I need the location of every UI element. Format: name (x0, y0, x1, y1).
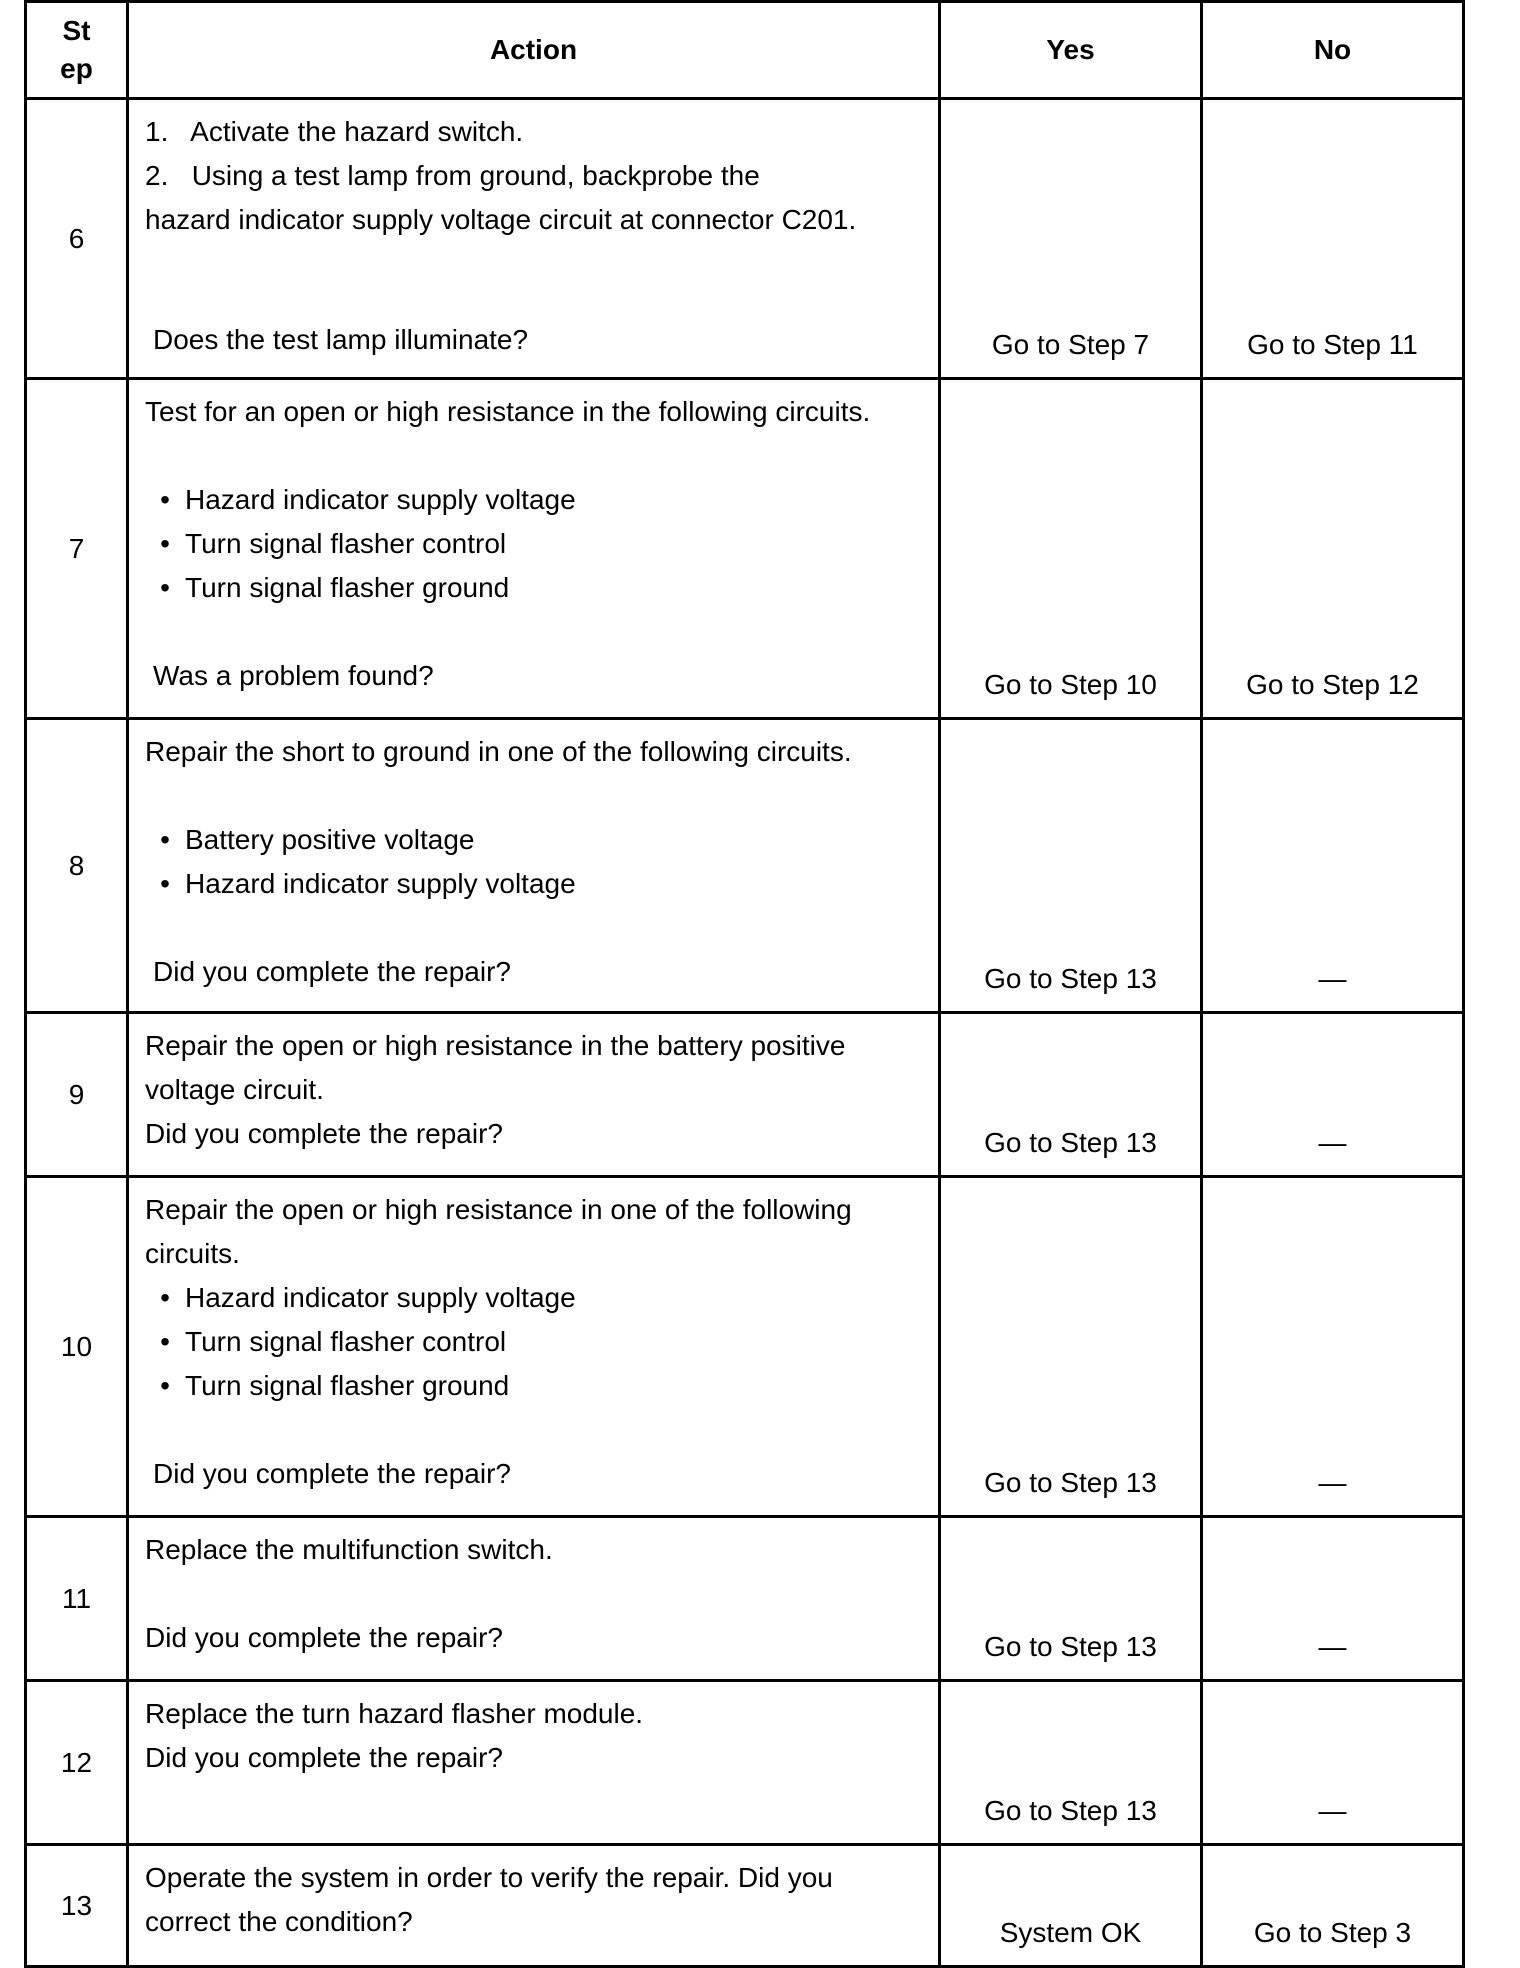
bullet-icon: • (160, 484, 170, 515)
yes-result: Go to Step 10 (984, 669, 1157, 700)
action-cell (128, 1681, 940, 1845)
step-number: 8 (26, 719, 128, 1013)
step-number: 13 (26, 1845, 128, 1967)
step-number: 11 (26, 1517, 128, 1681)
action-intro: Test for an open or high resistance in the following circuits. (145, 396, 871, 427)
bullet-item: • Turn signal flasher ground (145, 1364, 922, 1408)
yes-result: Go to Step 13 (984, 1467, 1157, 1498)
no-result: — (1318, 1467, 1347, 1498)
bullet-item: • Hazard indicator supply voltage (145, 1276, 922, 1320)
action-cell (128, 1177, 940, 1517)
yes-result: Go to Step 13 (984, 1631, 1157, 1662)
no-result: — (1318, 1127, 1347, 1158)
header-no: No (1202, 2, 1464, 99)
yes-cell (940, 1517, 1202, 1681)
yes-cell (940, 1681, 1202, 1845)
action-intro: Replace the multifunction switch. (145, 1534, 553, 1565)
header-step-combined (0, 0, 1, 1)
action-line: voltage circuit. (145, 1074, 324, 1105)
bullet-item: • Battery positive voltage (145, 818, 922, 862)
table-row-step-12 (26, 1681, 1464, 1845)
bullet-icon: • (160, 572, 170, 603)
yes-cell (940, 1177, 1202, 1517)
step-number: 6 (26, 99, 128, 379)
bullet-item: • Hazard indicator supply voltage (145, 478, 922, 522)
table-row-step-10 (26, 1177, 1464, 1517)
no-result: Go to Step 11 (1247, 329, 1418, 360)
step-number: 10 (26, 1177, 128, 1517)
no-cell (1202, 379, 1464, 719)
action-cell (128, 719, 940, 1013)
yes-result: Go to Step 13 (984, 963, 1157, 994)
no-result: — (1318, 963, 1347, 994)
table-row-step-7 (26, 379, 1464, 719)
bullet-icon: • (160, 1326, 170, 1357)
no-cell (1202, 1681, 1464, 1845)
bullet-item: • Turn signal flasher control (145, 1320, 922, 1364)
action-line: circuits. (145, 1238, 240, 1269)
step-number: 9 (26, 1013, 128, 1177)
bullet-icon: • (160, 1282, 170, 1313)
action-cell (128, 99, 940, 379)
no-cell (1202, 1845, 1464, 1967)
bullet-item: • Hazard indicator supply voltage (145, 862, 922, 906)
table-row-step-9 (26, 1013, 1464, 1177)
action-cell (128, 1517, 940, 1681)
yes-cell (940, 1845, 1202, 1967)
header-action: Action (128, 2, 940, 99)
yes-result: Go to Step 13 (984, 1127, 1157, 1158)
no-cell (1202, 1177, 1464, 1517)
action-question: Did you complete the repair? (153, 1458, 511, 1489)
header-step-line1: St (62, 15, 91, 46)
no-result: Go to Step 12 (1246, 669, 1419, 700)
action-cell (128, 379, 940, 719)
action-question: Did you complete the repair? (145, 1622, 503, 1653)
bullet-icon: • (160, 1370, 170, 1401)
action-cell (128, 1845, 940, 1967)
action-line: Did you complete the repair? (145, 1118, 503, 1149)
no-cell (1202, 99, 1464, 379)
no-result: Go to Step 3 (1253, 1917, 1412, 1948)
no-cell (1202, 1013, 1464, 1177)
yes-result: Go to Step 13 (984, 1795, 1157, 1826)
action-line: 2. Using a test lamp from ground, backprobe the (145, 160, 760, 191)
bullet-item: • Turn signal flasher ground (145, 566, 922, 610)
action-question: Did you complete the repair? (153, 956, 511, 987)
action-line: Repair the open or high resistance in the battery positive (145, 1030, 846, 1061)
action-cell (128, 1013, 940, 1177)
action-question: Was a problem found? (153, 660, 434, 691)
table-row-step-11 (26, 1517, 1464, 1681)
no-result: — (1318, 1795, 1347, 1826)
table-row-step-8 (26, 719, 1464, 1013)
action-line: Did you complete the repair? (145, 1742, 503, 1773)
bullet-icon: • (160, 824, 170, 855)
header-row (26, 2, 1464, 99)
table-row-step-6 (26, 99, 1464, 379)
step-number: 7 (26, 379, 128, 719)
action-line: Replace the turn hazard flasher module. (145, 1698, 644, 1729)
no-cell (1202, 719, 1464, 1013)
action-line: 1. Activate the hazard switch. (145, 116, 524, 147)
step-number: 12 (26, 1681, 128, 1845)
action-line: correct the condition? (145, 1906, 413, 1937)
yes-cell (940, 379, 1202, 719)
yes-cell (940, 99, 1202, 379)
header-step-line2: ep (60, 53, 93, 84)
action-line: Operate the system in order to verify the repair. Did you (145, 1862, 833, 1893)
no-result: — (1318, 1631, 1347, 1662)
header-yes: Yes (940, 2, 1202, 99)
action-line: hazard indicator supply voltage circuit at connector C201. (145, 204, 857, 235)
bullet-icon: • (160, 528, 170, 559)
bullet-icon: • (160, 868, 170, 899)
header-step (26, 2, 128, 99)
action-intro: Repair the short to ground in one of the following circuits. (145, 736, 852, 767)
yes-result: Go to Step 7 (991, 329, 1150, 360)
table-row-step-13 (26, 1845, 1464, 1967)
action-line: Repair the open or high resistance in one of the following (145, 1194, 852, 1225)
diagnostic-table (24, 0, 1465, 1968)
no-cell (1202, 1517, 1464, 1681)
yes-result: System OK (999, 1917, 1142, 1948)
yes-cell (940, 719, 1202, 1013)
yes-cell (940, 1013, 1202, 1177)
action-question: Does the test lamp illuminate? (153, 324, 529, 355)
bullet-item: • Turn signal flasher control (145, 522, 922, 566)
